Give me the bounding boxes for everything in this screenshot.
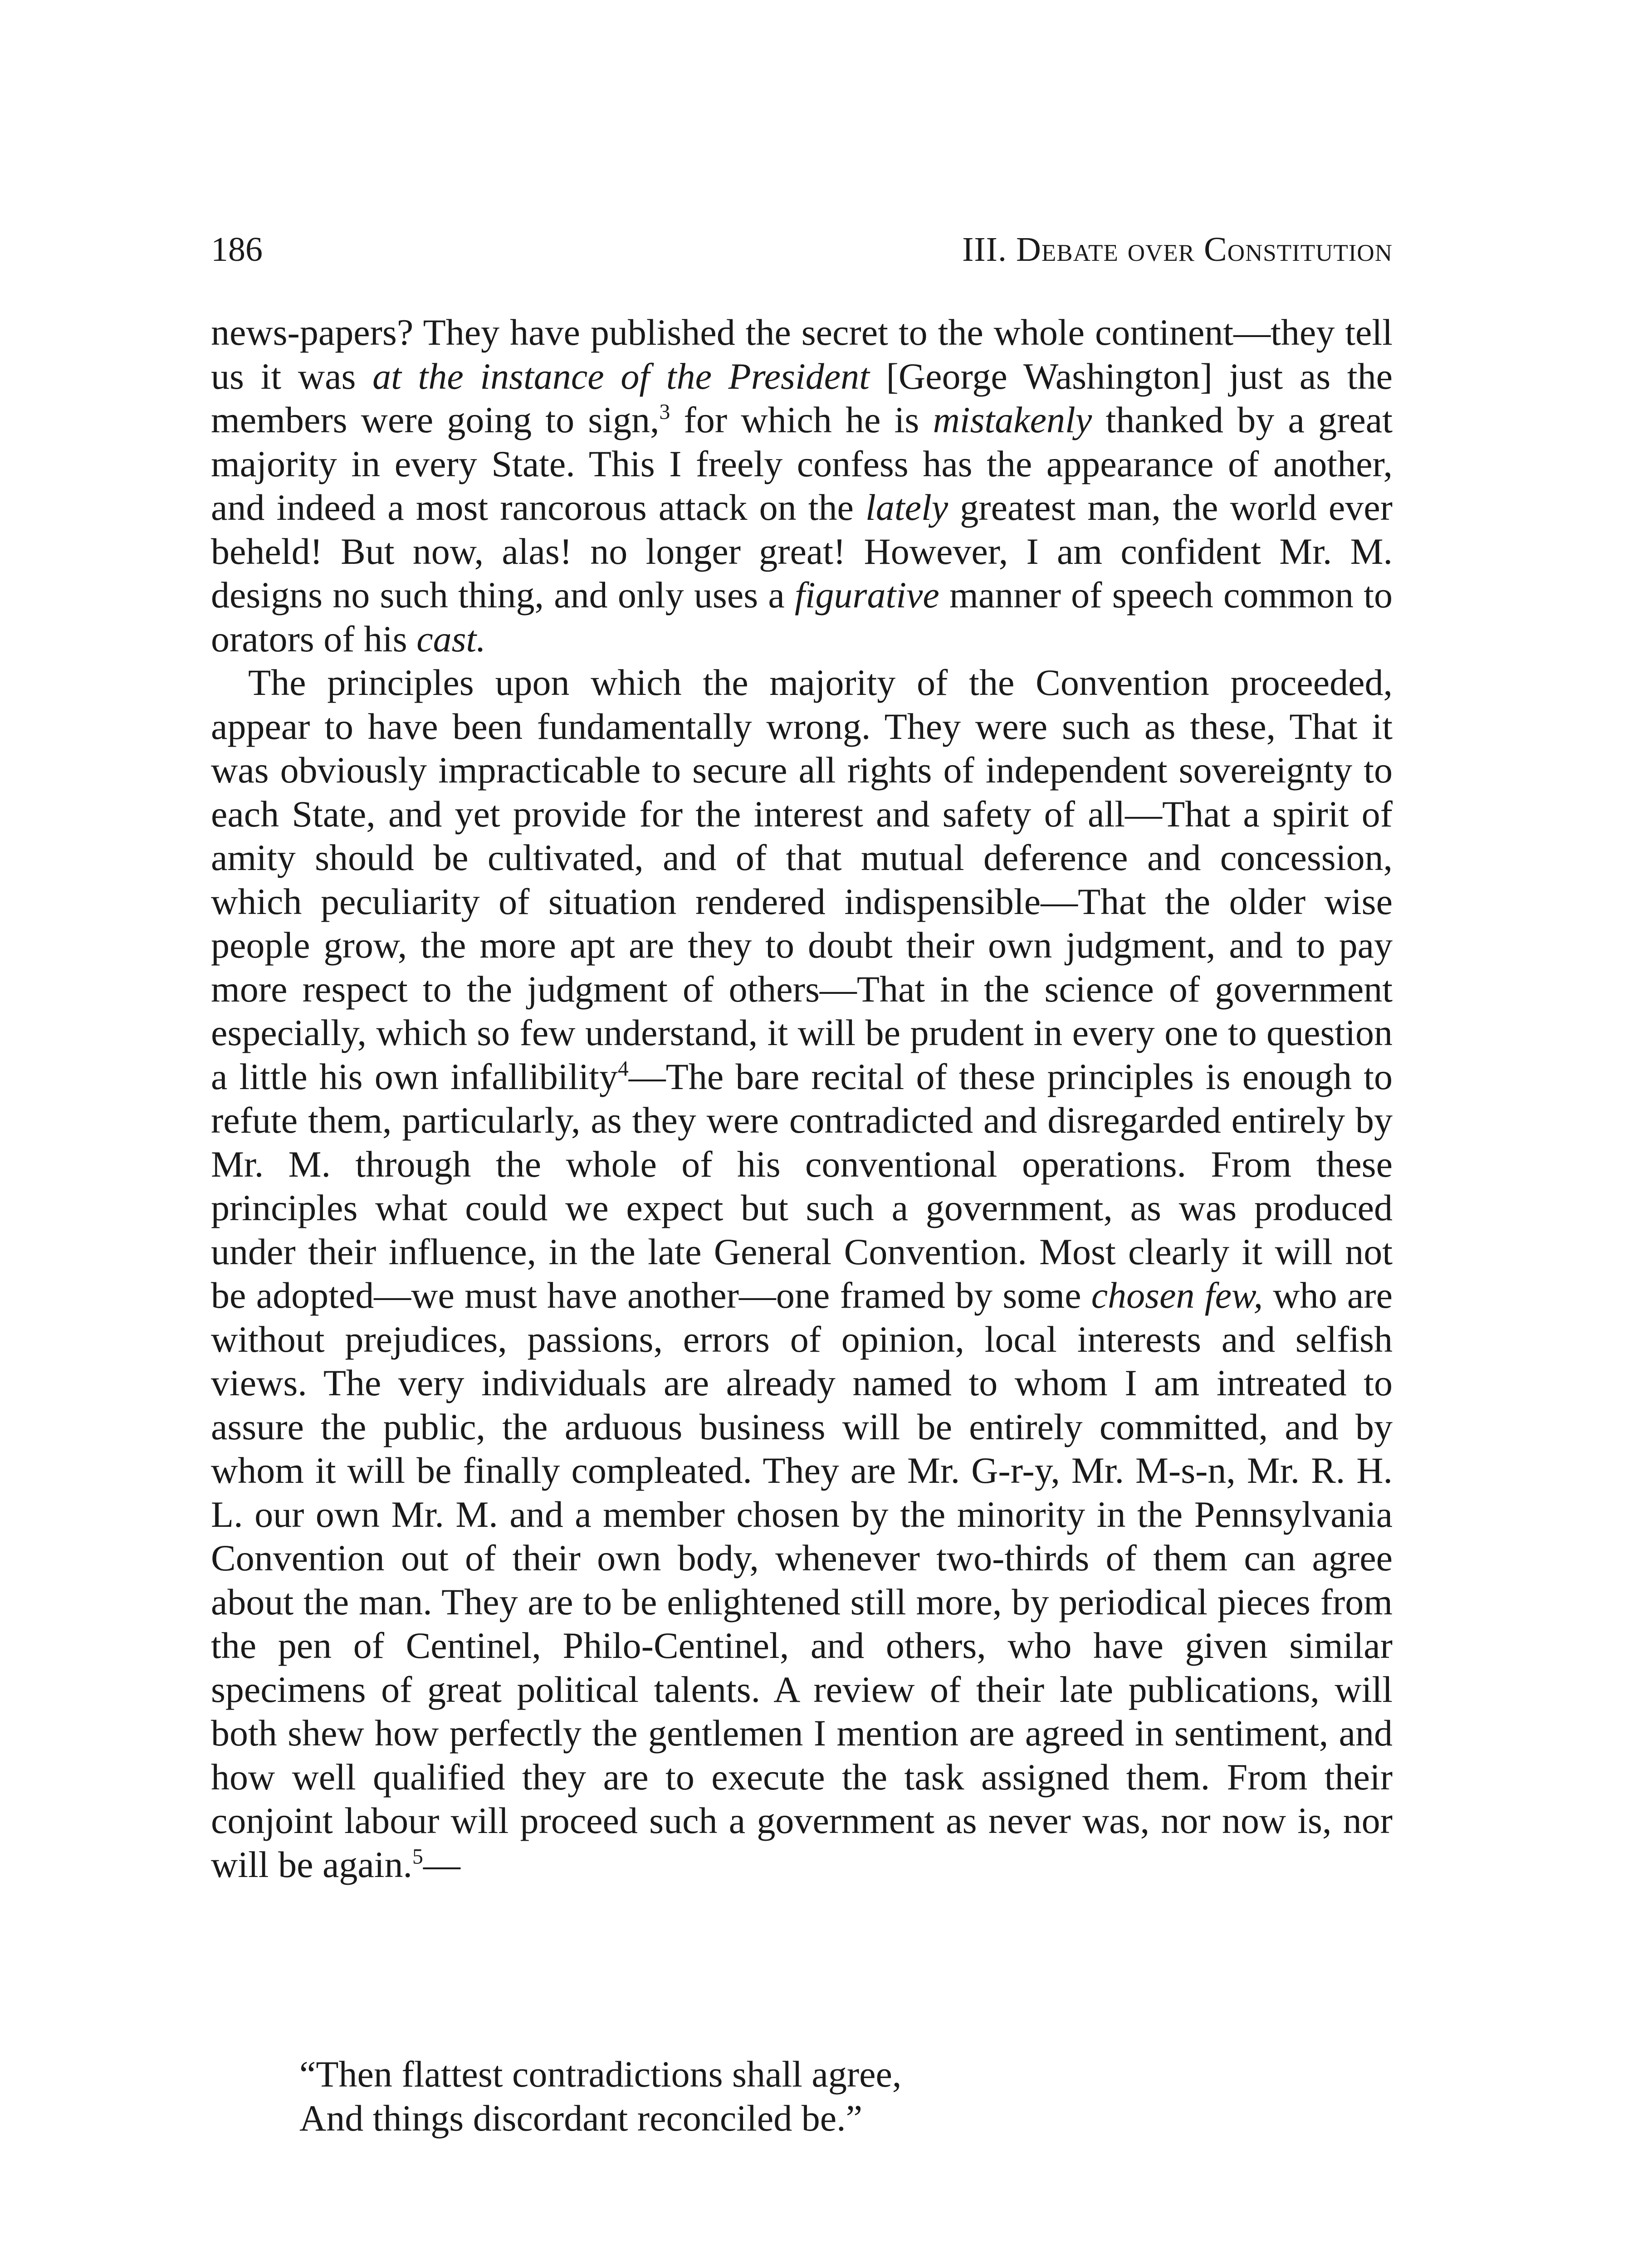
text-run: —: [423, 1843, 460, 1885]
italic-text: figurative: [794, 574, 939, 616]
text-run: greatest man, the world ever beheld! But now, alas! no longer great! However, I am confident Mr. M. designs no such thing, and only uses a: [211, 487, 1393, 616]
footnote-marker-3: 3: [659, 400, 670, 424]
verse-line-1: “Then flattest contradictions shall agree,: [299, 2053, 902, 2095]
text-run: The principles upon which the majority of the Convention proceeded, appear to have been fundamentally wrong. They were such as these, That it was obviously impracticable to secure all rights of independent sovereignty to each State, and yet provide for the interest and safety of all—That a spirit of amity should be cultivated, and of that mutual deference and concession, which peculiarity of situation rendered indispensible—That the older wise people grow, the more apt are they to doubt their own judgment, and to pay more respect to the judgment of others—That in the science of government especially, which so few understand, it will be prudent in every one to question a little his own infallibility: [211, 662, 1393, 1097]
section-title: III. Debate over Constitution: [962, 230, 1393, 269]
text-run: thanked by a great majority in every State. This I freely confess has the appearance of another, and indeed a most rancorous attack on the: [211, 399, 1393, 528]
footnote-marker-4: 4: [617, 1057, 629, 1081]
text-run: [George Washington] just as the members were going to sign,: [211, 355, 1393, 440]
body-text: [211, 311, 1393, 1887]
page-number: 186: [211, 230, 263, 269]
italic-text: cast.: [416, 618, 486, 660]
text-run: —The bare recital of these principles is enough to refute them, particularly, as they were contradicted and disregarded entirely by Mr. M. through the whole of his conventional operations. From these principles what could we expect but such a government, as was produced under their influence, in the late General Convention. Most clearly it will not be adopted—we must have another—one framed by some: [211, 1056, 1393, 1316]
verse-line-2: And things discordant reconciled be.”: [299, 2097, 863, 2139]
paragraph-2: [211, 661, 1393, 1887]
text-run: news-papers? They have published the secret to the whole continent—they tell us it was: [211, 312, 1393, 397]
text-run: who are without prejudices, passions, errors of opinion, local interests and selfish views. The very individuals are already named to whom I am intreated to assure the public, the arduous business will be entirely committed, and by whom it will be finally compleated. They are Mr. G-r-y, Mr. M-s-n, Mr. R. H. L. our own Mr. M. and a member chosen by the minority in the Pennsylvania Convention out of their own body, whenever two-thirds of them can agree about the man. They are to be enlightened still more, by periodical pieces from the pen of Centinel, Philo-Centinel, and others, who have given similar specimens of great political talents. A review of their late publications, will both shew how perfectly the gentlemen I mention are agreed in sentiment, and how well qualified they are to execute the task assigned them. From their conjoint labour will proceed such a government as never was, nor now is, nor will be again.: [211, 1275, 1393, 1885]
text-run: manner of speech common to orators of his: [211, 574, 1393, 660]
paragraph-1: [211, 311, 1393, 661]
running-head: [211, 229, 1393, 270]
italic-text: at the instance of the President: [372, 355, 870, 397]
verse-quotation: [299, 2053, 1343, 2140]
italic-text: lately: [865, 487, 949, 528]
italic-text: mistakenly: [933, 399, 1092, 440]
footnote-marker-5: 5: [412, 1845, 423, 1869]
italic-text: chosen few,: [1091, 1275, 1263, 1316]
text-run: for which he is: [670, 399, 933, 440]
